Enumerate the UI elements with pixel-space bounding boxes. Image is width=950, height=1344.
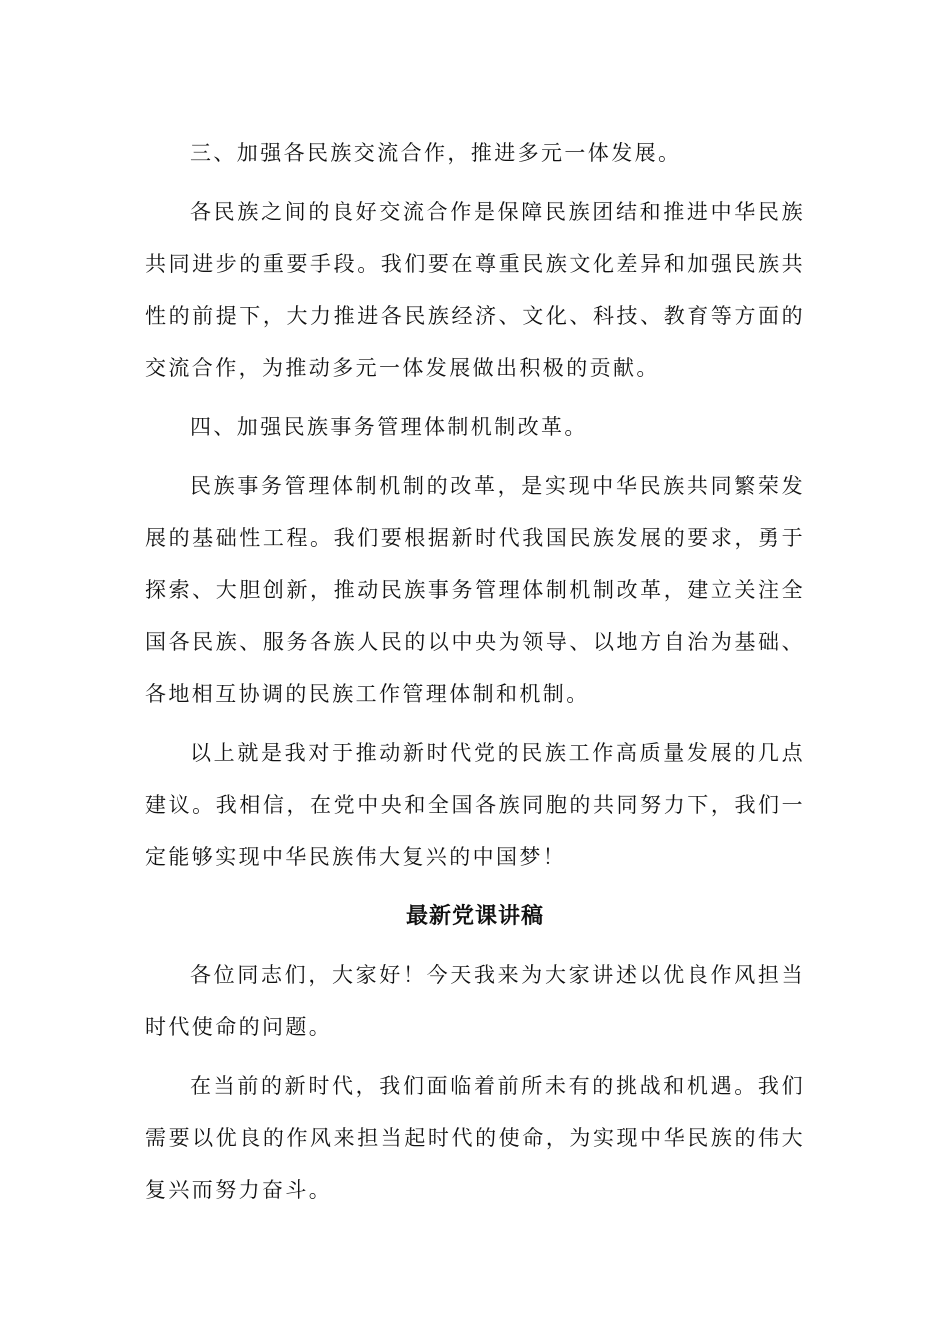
section-heading-4: 四、加强民族事务管理体制机制改革。 xyxy=(190,415,588,439)
paragraph-new-era: 在当前的新时代，我们面临着前所未有的挑战和机遇。我们需要以优良的作风来担当起时代的使命，为实现中华民族的伟大复兴而努力奋斗。 xyxy=(145,1074,805,1202)
paragraph-conclusion: 以上就是我对于推动新时代党的民族工作高质量发展的几点建议。我相信，在党中央和全国各族同胞的共同努力下，我们一定能够实现中华民族伟大复兴的中国梦！ xyxy=(145,741,805,869)
document-title: 最新党课讲稿 xyxy=(405,904,544,929)
section-heading-3: 三、加强各民族交流合作，推进多元一体发展。 xyxy=(190,141,682,165)
paragraph-exchange-cooperation: 各民族之间的良好交流合作是保障民族团结和推进中华民族共同进步的重要手段。我们要在尊重民族文化差异和加强民族共性的前提下，大力推进各民族经济、文化、科技、教育等方面的交流合作，为推动多元一体发展做出积极的贡献。 xyxy=(145,200,805,380)
document-body xyxy=(145,127,805,1223)
paragraph-management-reform: 民族事务管理体制机制的改革，是实现中华民族共同繁荣发展的基础性工程。我们要根据新时代我国民族发展的要求，勇于探索、大胆创新，推动民族事务管理体制机制改革，建立关注全国各民族、服务各族人民的以中央为领导、以地方自治为基础、各地相互协调的民族工作管理体制和机制。 xyxy=(145,474,805,706)
paragraph-greeting: 各位同志们，大家好！今天我来为大家讲述以优良作风担当时代使命的问题。 xyxy=(145,963,805,1039)
